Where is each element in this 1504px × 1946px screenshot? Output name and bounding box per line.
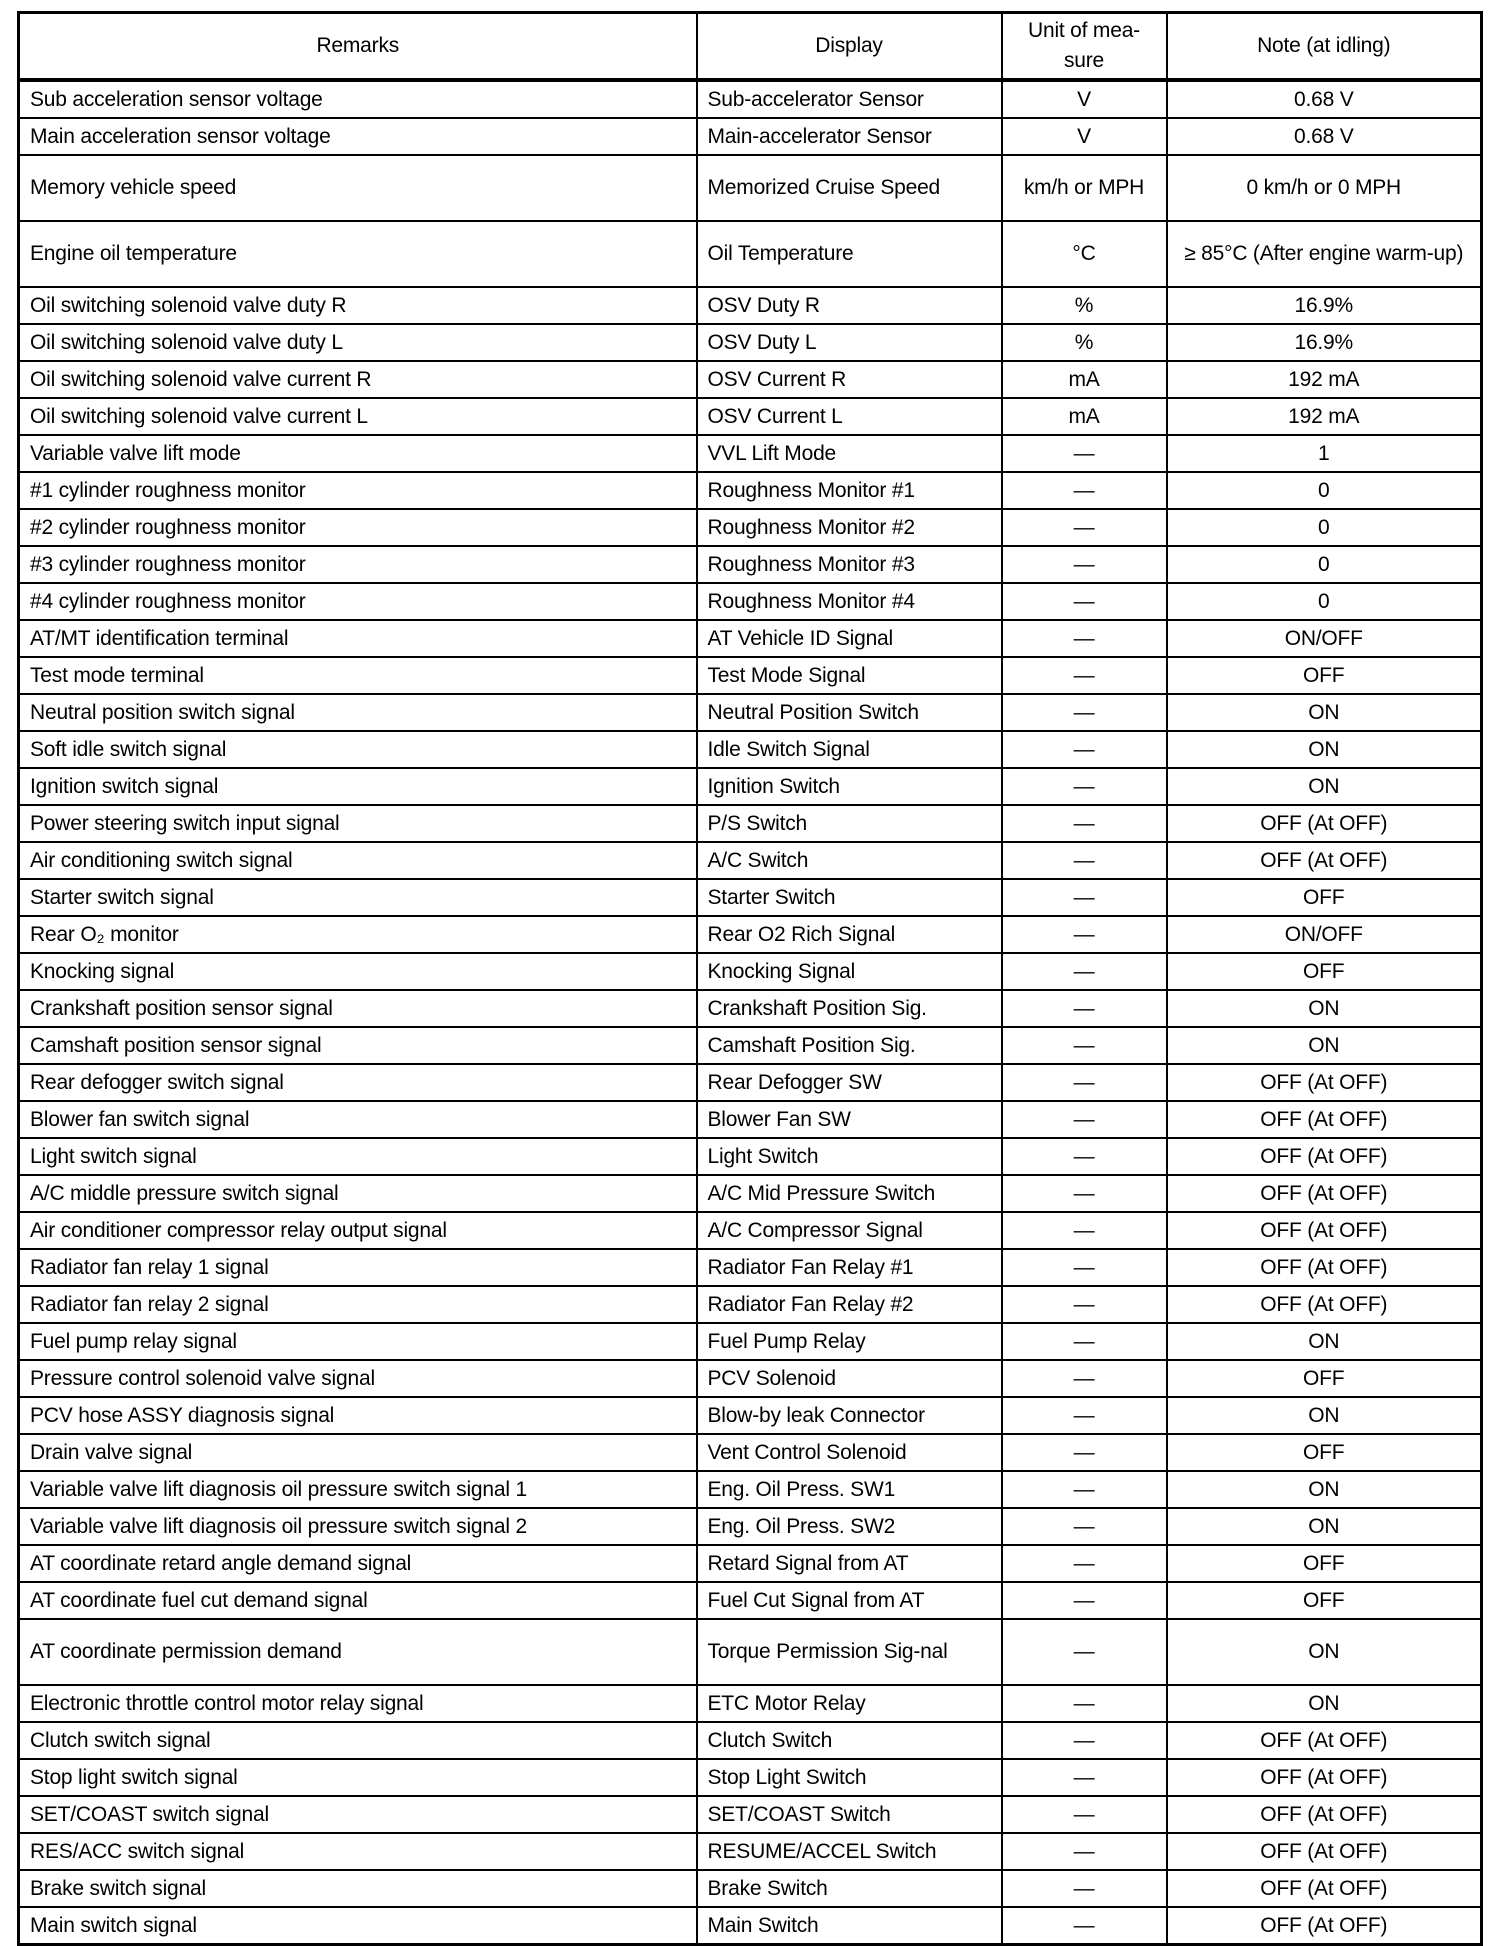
remarks-cell: Radiator fan relay 2 signal <box>19 1286 697 1323</box>
remarks-cell: Ignition switch signal <box>19 768 697 805</box>
table-row <box>19 1101 1482 1138</box>
unit-cell: — <box>1002 1907 1167 1945</box>
note-cell: 0.68 V <box>1167 80 1482 118</box>
unit-cell: — <box>1002 1796 1167 1833</box>
unit-cell: — <box>1002 509 1167 546</box>
display-cell: Starter Switch <box>697 879 1002 916</box>
unit-cell: — <box>1002 1397 1167 1434</box>
display-cell: Roughness Monitor #1 <box>697 472 1002 509</box>
unit-cell: % <box>1002 324 1167 361</box>
unit-cell: — <box>1002 805 1167 842</box>
header-unit: Unit of mea-sure <box>1002 13 1167 81</box>
display-cell: Radiator Fan Relay #1 <box>697 1249 1002 1286</box>
table-row <box>19 1471 1482 1508</box>
display-cell: VVL Lift Mode <box>697 435 1002 472</box>
note-cell: OFF (At OFF) <box>1167 1833 1482 1870</box>
note-cell: ON/OFF <box>1167 620 1482 657</box>
unit-cell: — <box>1002 472 1167 509</box>
unit-cell: — <box>1002 1471 1167 1508</box>
unit-cell: — <box>1002 1434 1167 1471</box>
unit-cell: — <box>1002 694 1167 731</box>
display-cell: Roughness Monitor #3 <box>697 546 1002 583</box>
display-cell: Blow-by leak Connector <box>697 1397 1002 1434</box>
unit-cell: — <box>1002 879 1167 916</box>
note-cell: 16.9% <box>1167 324 1482 361</box>
remarks-cell: Clutch switch signal <box>19 1722 697 1759</box>
header-display: Display <box>697 13 1002 81</box>
unit-cell: — <box>1002 1833 1167 1870</box>
table-row <box>19 435 1482 472</box>
unit-cell: — <box>1002 1545 1167 1582</box>
remarks-cell: SET/COAST switch signal <box>19 1796 697 1833</box>
remarks-cell: A/C middle pressure switch signal <box>19 1175 697 1212</box>
unit-cell: % <box>1002 287 1167 324</box>
remarks-cell: Main acceleration sensor voltage <box>19 118 697 155</box>
note-cell: OFF (At OFF) <box>1167 1870 1482 1907</box>
display-cell: OSV Duty L <box>697 324 1002 361</box>
note-cell: 0 km/h or 0 MPH <box>1167 155 1482 221</box>
display-cell: Sub-accelerator Sensor <box>697 80 1002 118</box>
unit-cell: — <box>1002 1323 1167 1360</box>
header-note: Note (at idling) <box>1167 13 1482 81</box>
unit-cell: — <box>1002 1759 1167 1796</box>
display-cell: Eng. Oil Press. SW1 <box>697 1471 1002 1508</box>
unit-cell: — <box>1002 1286 1167 1323</box>
display-cell: Rear Defogger SW <box>697 1064 1002 1101</box>
table-row <box>19 1722 1482 1759</box>
table-row <box>19 1833 1482 1870</box>
display-cell: Vent Control Solenoid <box>697 1434 1002 1471</box>
note-cell: OFF <box>1167 1360 1482 1397</box>
remarks-cell: AT coordinate retard angle demand signal <box>19 1545 697 1582</box>
table-row <box>19 990 1482 1027</box>
display-cell: Knocking Signal <box>697 953 1002 990</box>
table-row <box>19 1175 1482 1212</box>
remarks-cell: Camshaft position sensor signal <box>19 1027 697 1064</box>
table-row <box>19 1027 1482 1064</box>
remarks-cell: Variable valve lift diagnosis oil pressure switch signal 1 <box>19 1471 697 1508</box>
display-cell: OSV Current R <box>697 361 1002 398</box>
remarks-cell: Fuel pump relay signal <box>19 1323 697 1360</box>
note-cell: ≥ 85°C (After engine warm-up) <box>1167 221 1482 287</box>
note-cell: ON <box>1167 1027 1482 1064</box>
note-cell: OFF (At OFF) <box>1167 1907 1482 1945</box>
note-cell: ON <box>1167 731 1482 768</box>
table-row <box>19 546 1482 583</box>
table-row <box>19 1796 1482 1833</box>
note-cell: OFF (At OFF) <box>1167 1175 1482 1212</box>
note-cell: OFF (At OFF) <box>1167 1722 1482 1759</box>
table-row <box>19 1759 1482 1796</box>
remarks-cell: Engine oil temperature <box>19 221 697 287</box>
unit-cell: — <box>1002 1212 1167 1249</box>
display-cell: Blower Fan SW <box>697 1101 1002 1138</box>
note-cell: OFF (At OFF) <box>1167 1759 1482 1796</box>
note-cell: OFF <box>1167 1545 1482 1582</box>
note-cell: OFF <box>1167 1434 1482 1471</box>
remarks-cell: AT coordinate permission demand <box>19 1619 697 1685</box>
table-row <box>19 118 1482 155</box>
remarks-cell: Power steering switch input signal <box>19 805 697 842</box>
remarks-cell: Main switch signal <box>19 1907 697 1945</box>
note-cell: ON <box>1167 1619 1482 1685</box>
note-cell: ON <box>1167 1508 1482 1545</box>
remarks-cell: #2 cylinder roughness monitor <box>19 509 697 546</box>
header-row <box>19 13 1482 81</box>
display-cell: Crankshaft Position Sig. <box>697 990 1002 1027</box>
note-cell: OFF (At OFF) <box>1167 842 1482 879</box>
remarks-cell: Light switch signal <box>19 1138 697 1175</box>
table-row <box>19 768 1482 805</box>
display-cell: PCV Solenoid <box>697 1360 1002 1397</box>
remarks-cell: Rear O₂ monitor <box>19 916 697 953</box>
note-cell: ON <box>1167 768 1482 805</box>
display-cell: A/C Mid Pressure Switch <box>697 1175 1002 1212</box>
table-row <box>19 1249 1482 1286</box>
remarks-cell: Soft idle switch signal <box>19 731 697 768</box>
unit-cell: — <box>1002 1685 1167 1722</box>
note-cell: OFF (At OFF) <box>1167 1101 1482 1138</box>
note-cell: OFF (At OFF) <box>1167 1796 1482 1833</box>
display-cell: ETC Motor Relay <box>697 1685 1002 1722</box>
note-cell: 192 mA <box>1167 398 1482 435</box>
unit-cell: V <box>1002 80 1167 118</box>
note-cell: OFF <box>1167 1582 1482 1619</box>
display-cell: Radiator Fan Relay #2 <box>697 1286 1002 1323</box>
unit-cell: — <box>1002 435 1167 472</box>
display-cell: Ignition Switch <box>697 768 1002 805</box>
remarks-cell: Pressure control solenoid valve signal <box>19 1360 697 1397</box>
remarks-cell: Oil switching solenoid valve duty L <box>19 324 697 361</box>
note-cell: OFF (At OFF) <box>1167 1212 1482 1249</box>
remarks-cell: Oil switching solenoid valve current L <box>19 398 697 435</box>
note-cell: 0.68 V <box>1167 118 1482 155</box>
display-cell: Stop Light Switch <box>697 1759 1002 1796</box>
table-row <box>19 620 1482 657</box>
table-row <box>19 509 1482 546</box>
unit-cell: — <box>1002 1870 1167 1907</box>
note-cell: ON <box>1167 1323 1482 1360</box>
table-row <box>19 155 1482 221</box>
remarks-cell: Crankshaft position sensor signal <box>19 990 697 1027</box>
display-cell: Memorized Cruise Speed <box>697 155 1002 221</box>
table-row <box>19 583 1482 620</box>
remarks-cell: Rear defogger switch signal <box>19 1064 697 1101</box>
display-cell: Roughness Monitor #2 <box>697 509 1002 546</box>
remarks-cell: Test mode terminal <box>19 657 697 694</box>
unit-cell: — <box>1002 842 1167 879</box>
unit-cell: — <box>1002 1175 1167 1212</box>
display-cell: A/C Switch <box>697 842 1002 879</box>
table-row <box>19 80 1482 118</box>
header-remarks: Remarks <box>19 13 697 81</box>
note-cell: OFF (At OFF) <box>1167 1064 1482 1101</box>
display-cell: Retard Signal from AT <box>697 1545 1002 1582</box>
unit-cell: — <box>1002 620 1167 657</box>
table-row <box>19 221 1482 287</box>
remarks-cell: Oil switching solenoid valve duty R <box>19 287 697 324</box>
note-cell: 16.9% <box>1167 287 1482 324</box>
table-row <box>19 1870 1482 1907</box>
table-row <box>19 1434 1482 1471</box>
display-cell: Neutral Position Switch <box>697 694 1002 731</box>
note-cell: ON <box>1167 1471 1482 1508</box>
note-cell: 0 <box>1167 472 1482 509</box>
remarks-cell: #1 cylinder roughness monitor <box>19 472 697 509</box>
remarks-cell: Variable valve lift mode <box>19 435 697 472</box>
note-cell: OFF (At OFF) <box>1167 805 1482 842</box>
table-row <box>19 879 1482 916</box>
unit-cell: mA <box>1002 398 1167 435</box>
table-row <box>19 1360 1482 1397</box>
table-row <box>19 1619 1482 1685</box>
table-row <box>19 287 1482 324</box>
table-row <box>19 361 1482 398</box>
table-row <box>19 916 1482 953</box>
table-row <box>19 1397 1482 1434</box>
display-cell: AT Vehicle ID Signal <box>697 620 1002 657</box>
remarks-cell: #4 cylinder roughness monitor <box>19 583 697 620</box>
remarks-cell: RES/ACC switch signal <box>19 1833 697 1870</box>
display-cell: OSV Current L <box>697 398 1002 435</box>
remarks-cell: Stop light switch signal <box>19 1759 697 1796</box>
note-cell: OFF <box>1167 657 1482 694</box>
display-cell: A/C Compressor Signal <box>697 1212 1002 1249</box>
table-row <box>19 324 1482 361</box>
display-cell: Test Mode Signal <box>697 657 1002 694</box>
display-cell: Idle Switch Signal <box>697 731 1002 768</box>
display-cell: Light Switch <box>697 1138 1002 1175</box>
unit-cell: — <box>1002 731 1167 768</box>
unit-cell: — <box>1002 546 1167 583</box>
table-row <box>19 1582 1482 1619</box>
unit-cell: °C <box>1002 221 1167 287</box>
note-cell: ON <box>1167 990 1482 1027</box>
remarks-cell: AT/MT identification terminal <box>19 620 697 657</box>
note-cell: OFF (At OFF) <box>1167 1138 1482 1175</box>
table-row <box>19 398 1482 435</box>
display-cell: Rear O2 Rich Signal <box>697 916 1002 953</box>
table-row <box>19 1907 1482 1945</box>
note-cell: 0 <box>1167 509 1482 546</box>
remarks-cell: Air conditioner compressor relay output signal <box>19 1212 697 1249</box>
display-cell: Main Switch <box>697 1907 1002 1945</box>
note-cell: 0 <box>1167 546 1482 583</box>
note-cell: ON <box>1167 694 1482 731</box>
remarks-cell: PCV hose ASSY diagnosis signal <box>19 1397 697 1434</box>
remarks-cell: Oil switching solenoid valve current R <box>19 361 697 398</box>
display-cell: Fuel Cut Signal from AT <box>697 1582 1002 1619</box>
table-row <box>19 842 1482 879</box>
unit-cell: km/h or MPH <box>1002 155 1167 221</box>
unit-cell: — <box>1002 916 1167 953</box>
unit-cell: — <box>1002 1508 1167 1545</box>
unit-cell: — <box>1002 1360 1167 1397</box>
unit-cell: V <box>1002 118 1167 155</box>
table-row <box>19 657 1482 694</box>
note-cell: OFF <box>1167 879 1482 916</box>
display-cell: Torque Permission Sig-nal <box>697 1619 1002 1685</box>
remarks-cell: Air conditioning switch signal <box>19 842 697 879</box>
display-cell: Eng. Oil Press. SW2 <box>697 1508 1002 1545</box>
remarks-cell: Brake switch signal <box>19 1870 697 1907</box>
unit-cell: — <box>1002 1027 1167 1064</box>
display-cell: P/S Switch <box>697 805 1002 842</box>
table-row <box>19 953 1482 990</box>
display-cell: Oil Temperature <box>697 221 1002 287</box>
display-cell: Roughness Monitor #4 <box>697 583 1002 620</box>
note-cell: ON/OFF <box>1167 916 1482 953</box>
remarks-cell: Memory vehicle speed <box>19 155 697 221</box>
display-cell: Main-accelerator Sensor <box>697 118 1002 155</box>
note-cell: 1 <box>1167 435 1482 472</box>
note-cell: OFF (At OFF) <box>1167 1249 1482 1286</box>
table-row <box>19 1508 1482 1545</box>
remarks-cell: Electronic throttle control motor relay signal <box>19 1685 697 1722</box>
unit-cell: — <box>1002 1064 1167 1101</box>
unit-cell: — <box>1002 990 1167 1027</box>
remarks-cell: Starter switch signal <box>19 879 697 916</box>
note-cell: 192 mA <box>1167 361 1482 398</box>
note-cell: ON <box>1167 1397 1482 1434</box>
unit-cell: — <box>1002 1101 1167 1138</box>
table-row <box>19 472 1482 509</box>
remarks-cell: #3 cylinder roughness monitor <box>19 546 697 583</box>
remarks-cell: Drain valve signal <box>19 1434 697 1471</box>
display-cell: Camshaft Position Sig. <box>697 1027 1002 1064</box>
remarks-cell: Neutral position switch signal <box>19 694 697 731</box>
table-row <box>19 1685 1482 1722</box>
note-cell: 0 <box>1167 583 1482 620</box>
remarks-cell: Knocking signal <box>19 953 697 990</box>
remarks-cell: AT coordinate fuel cut demand signal <box>19 1582 697 1619</box>
note-cell: OFF <box>1167 953 1482 990</box>
unit-cell: — <box>1002 1138 1167 1175</box>
remarks-cell: Variable valve lift diagnosis oil pressure switch signal 2 <box>19 1508 697 1545</box>
table-row <box>19 1212 1482 1249</box>
table-row <box>19 805 1482 842</box>
unit-cell: — <box>1002 583 1167 620</box>
remarks-cell: Radiator fan relay 1 signal <box>19 1249 697 1286</box>
unit-cell: — <box>1002 657 1167 694</box>
table-row <box>19 1545 1482 1582</box>
unit-cell: — <box>1002 953 1167 990</box>
unit-cell: — <box>1002 768 1167 805</box>
note-cell: ON <box>1167 1685 1482 1722</box>
table-row <box>19 1138 1482 1175</box>
note-cell: OFF (At OFF) <box>1167 1286 1482 1323</box>
remarks-cell: Sub acceleration sensor voltage <box>19 80 697 118</box>
display-cell: RESUME/ACCEL Switch <box>697 1833 1002 1870</box>
unit-cell: — <box>1002 1249 1167 1286</box>
display-cell: OSV Duty R <box>697 287 1002 324</box>
unit-cell: — <box>1002 1619 1167 1685</box>
parameter-table <box>17 11 1483 1946</box>
unit-cell: — <box>1002 1582 1167 1619</box>
display-cell: Fuel Pump Relay <box>697 1323 1002 1360</box>
remarks-cell: Blower fan switch signal <box>19 1101 697 1138</box>
table-row <box>19 1286 1482 1323</box>
table-row <box>19 731 1482 768</box>
unit-cell: mA <box>1002 361 1167 398</box>
display-cell: SET/COAST Switch <box>697 1796 1002 1833</box>
display-cell: Clutch Switch <box>697 1722 1002 1759</box>
display-cell: Brake Switch <box>697 1870 1002 1907</box>
table-row <box>19 694 1482 731</box>
unit-cell: — <box>1002 1722 1167 1759</box>
table-row <box>19 1323 1482 1360</box>
table-row <box>19 1064 1482 1101</box>
